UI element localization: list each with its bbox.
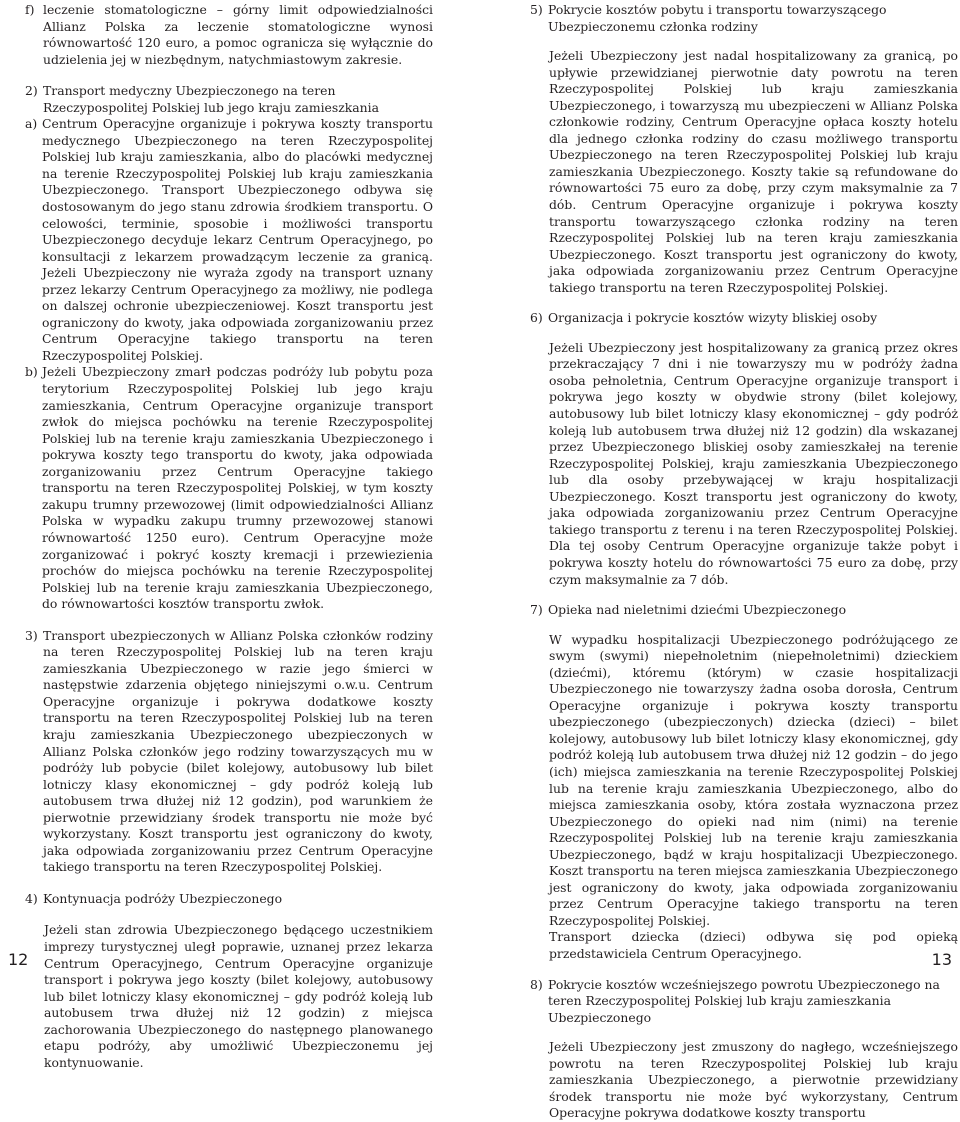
section-7 — [530, 602, 958, 619]
right-column — [530, 0, 958, 1122]
section-5-text: Jeżeli Ubezpieczony jest nadal hospitalizowany za granicą, po upływie przewidzianej pierwotnie daty powrotu na teren Rzeczypospolitej Polskiej lub kraju zamieszkania Ubezpieczonego, i towarzyszą mu ubezpieczeni w Allianz Polska członkowie rodziny, Centrum Operacyjne opłaca koszty hotelu dla jednego członka rodziny do czasu możliwego transportu Ubezpieczonego na teren Rzeczypospolitej Polskiej lub kraju zamieszkania Ubezpieczonego. Koszty takie są refundowane do równowartości 75 euro za dobę, przy czym maksymalnie za 7 dób. Centrum Operacyjne organizuje i pokrywa koszty transportu towarzyszącego członka rodziny na teren Rzeczypospolitej Polskiej lub na teren kraju zamieszkania Ubezpieczonego. Koszt transportu jest ograniczony do kwoty, jaka odpowiada zorganizowaniu przez Centrum Operacyjne takiego transportu na teren Rzeczypospolitej Polskiej. — [549, 48, 958, 295]
section-2-label: 2) — [25, 83, 38, 99]
section-2a — [25, 116, 433, 364]
section-8-heading: Pokrycie kosztów wcześniejszego powrotu Ubezpieczonego na teren Rzeczypospolitej Polskiej lub kraju zamieszkania Ubezpieczonego — [548, 976, 940, 1025]
section-3-text: Transport ubezpieczonych w Allianz Polska członków rodziny na teren Rzeczypospolitej Polskiej lub na teren kraju zamieszkania Ubezpieczonego w razie jego śmierci w następstwie zdarzenia objętego niniejszymi o.w.u. Centrum Operacyjne organizuje i pokrywa dodatkowe koszty transportu na teren Rzeczypospolitej Polskiej lub na teren kraju zamieszkania Ubezpieczonego ubezpieczonych w Allianz Polska członków jego rodziny towarzyszących mu w podróży lub pobycie (bilet kolejowy, autobusowy lub bilet lotniczy klasy ekonomicznej – gdy podróż koleją lub autobusem trwa dłużej niż 12 godzin), pod warunkiem że pierwotnie przewidziany środek transportu nie może być wykorzystany. Koszt transportu jest ograniczony do kwoty, jaka odpowiada zorganizowaniu przez Centrum Operacyjne takiego transportu na teren Rzeczypospolitej Polskiej. — [43, 627, 433, 875]
section-8-label: 8) — [530, 976, 543, 992]
page-number-left: 12 — [8, 950, 29, 969]
section-5 — [530, 2, 958, 35]
section-7-text: W wypadku hospitalizacji Ubezpieczonego podróżującego ze swym (swymi) niepełnoletnim (niepełnoletnimi) dzieckiem (dziećmi), któremu (którym) w czasie hospitalizacji Ubezpieczonego nie towarzyszy żadna osoba dorosła, Centrum Operacyjne organizuje i pokrywa koszty transportu ubezpieczonego (ubezpieczonych) dziecka (dzieci) – bilet kolejowy, autobusowy lub bilet lotniczy klasy ekonomicznej, gdy podróż koleją lub autobusem trwa dłużej niż 12 godzin – do jego (ich) miejsca zamieszkania na terenie Rzeczypospolitej Polskiej lub na terenie kraju zamieszkania Ubezpieczonego, albo do miejsca zamieszkania osoby, która została wyznaczona przez Ubezpieczonego do opieki nad nim (nimi) na terenie Rzeczypospolitej Polskiej lub na terenie kraju zamieszkania Ubezpieczonego, bądź w kraju hospitalizacji Ubezpieczonego. Koszt transportu na teren miejsca zamieszkania Ubezpieczonego jest ograniczony do kwoty, jaka odpowiada zorganizowaniu przez Centrum Operacyjne takiego transportu na teren Rzeczypospolitej Polskiej. — [549, 631, 958, 928]
section-8 — [530, 977, 958, 1027]
section-f-label: f) — [25, 2, 35, 17]
section-2b-label: b) — [25, 364, 38, 380]
section-5-label: 5) — [530, 2, 543, 17]
section-f — [25, 2, 433, 68]
section-6-text: Jeżeli Ubezpieczony jest hospitalizowany za granicą przez okres przekraczający 7 dni i nie towarzyszy mu w podróży żadna osoba pełnoletnia, Centrum Operacyjne organizuje transport i pokrywa jego koszty w obydwie strony (bilet kolejowy, autobusowy lub bilet lotniczy klasy ekonomicznej – gdy podróż koleją lub autobusem trwa dłużej niż 12 godzin) dla wskazanej przez Ubezpieczonego bliskiej osoby zamieszkałej na terenie Rzeczypospolitej Polskiej, kraju zamieszkania Ubezpieczonego lub dla osoby przebywającej w kraju hospitalizacji Ubezpieczonego. Koszt transportu jest ograniczony do kwoty, jaka odpowiada zorganizowaniu przez Centrum Operacyjne takiego transportu z terenu i na teren Rzeczypospolitej Polskiej. Dla tej osoby Centrum Operacyjne organizuje także pobyt i pokrywa koszty hotelu do równowartości 75 euro za dobę, przy czym maksymalnie za 7 dób. — [549, 339, 958, 587]
section-6-heading: Organizacja i pokrycie kosztów wizyty bliskiej osoby — [548, 310, 878, 326]
section-5-heading: Pokrycie kosztów pobytu i transportu towarzyszącego Ubezpieczonemu członka rodziny — [548, 2, 887, 34]
section-4-text: Jeżeli stan zdrowia Ubezpieczonego będącego uczestnikiem imprezy turystycznej uległ poprawie, uznanej przez lekarza Centrum Operacyjnego, Centrum Operacyjne organizuje transport i pokrywa jego koszty (bilet kolejowy, autobusowy lub bilet lotniczy klasy ekonomicznej – gdy podróż koleją lub autobusem trwa dłużej niż 12 godzin) z miejsca zachorowania Ubezpieczonego do następnego planowanego etapu podróży, aby umożliwić Ubezpieczonemu jej kontynuowanie. — [44, 922, 433, 1070]
section-2 — [25, 83, 433, 116]
section-7-label: 7) — [530, 602, 543, 618]
section-2a-text: Centrum Operacyjne organizuje i pokrywa koszty transportu medycznego Ubezpieczonego na teren Rzeczypospolitej Polskiej lub kraju zamieszkania, albo do placówki medycznej na terenie Rzeczypospolitej Polskiej lub kraju zamieszkania Ubezpieczonego. Transport Ubezpieczonego odbywa się dostosowanym do jego stanu zdrowia środkiem transportu. O celowości, terminie, sposobie i możliwości transportu Ubezpieczonego decyduje lekarz Centrum Operacyjnego, po konsultacji z lekarzem prowadzącym leczenie za granicą. Jeżeli Ubezpieczony nie wyraża zgody na transport uznany przez lekarzy Centrum Operacyjnego za możliwy, nie podlega on dalszej ochronie ubezpieczeniowej. Koszt transportu jest ograniczony do kwoty, jaka odpowiada zorganizowaniu przez Centrum Operacyjne takiego transportu na teren Rzeczypospolitej Polskiej. — [42, 116, 433, 363]
section-f-text: leczenie stomatologiczne – górny limit odpowiedzialności Allianz Polska za leczenie stomatologiczne wynosi równowartość 120 euro, a pomoc ogranicza się wyłącznie do udzielenia jej w niezbędnym, natychmiastowym zakresie. — [43, 2, 433, 67]
left-column — [25, 0, 433, 1071]
section-2-heading: Transport medyczny Ubezpieczonego na teren Rzeczypospolitej Polskiej lub jego kraju zamieszkania — [43, 83, 379, 115]
section-4-label: 4) — [25, 890, 38, 906]
section-3 — [25, 628, 433, 876]
section-6-label: 6) — [530, 310, 543, 326]
section-2b-text: Jeżeli Ubezpieczony zmarł podczas podróży lub pobytu poza terytorium Rzeczypospolitej Polskiej lub jego kraju zamieszkania, Centrum Operacyjne organizuje transport zwłok do miejsca pochówku na terenie Rzeczypospolitej Polskiej lub na terenie kraju zamieszkania Ubezpieczonego i pokrywa koszty tego transportu do kwoty, jaka odpowiada zorganizowaniu przez Centrum Operacyjne takiego transportu na teren Rzeczypospolitej Polskiej, w tym koszty zakupu trumny przewozowej (limit odpowiedzialności Allianz Polska w wypadku zakupu trumny przewozowej stanowi równowartość 1250 euro). Centrum Operacyjne może zorganizować i pokryć koszty kremacji i przewiezienia prochów do miejsca pochówku na terenie Rzeczypospolitej Polskiej lub na terenie kraju zamieszkania Ubezpieczonego, do równowartości kosztów transportu zwłok. — [42, 364, 433, 612]
section-3-label: 3) — [25, 627, 38, 643]
section-4 — [25, 891, 433, 908]
section-4-heading: Kontynuacja podróży Ubezpieczonego — [43, 890, 283, 906]
section-2a-label: a) — [25, 116, 38, 132]
section-6 — [530, 310, 958, 327]
section-8-text: Jeżeli Ubezpieczony jest zmuszony do nagłego, wcześniejszego powrotu na teren Rzeczypospolitej Polskiej lub kraju zamieszkania Ubezpieczonego, a pierwotnie przewidziany środek transportu nie może być wykorzystany, Centrum Operacyjne pokrywa dodatkowe koszty transportu — [549, 1039, 958, 1121]
section-2b — [25, 364, 433, 612]
section-7-heading: Opieka nad nieletnimi dziećmi Ubezpieczonego — [548, 602, 847, 618]
page-number-right: 13 — [931, 950, 952, 969]
section-7-text2: Transport dziecka (dzieci) odbywa się pod opieką przedstawiciela Centrum Operacyjnego. — [549, 929, 958, 961]
